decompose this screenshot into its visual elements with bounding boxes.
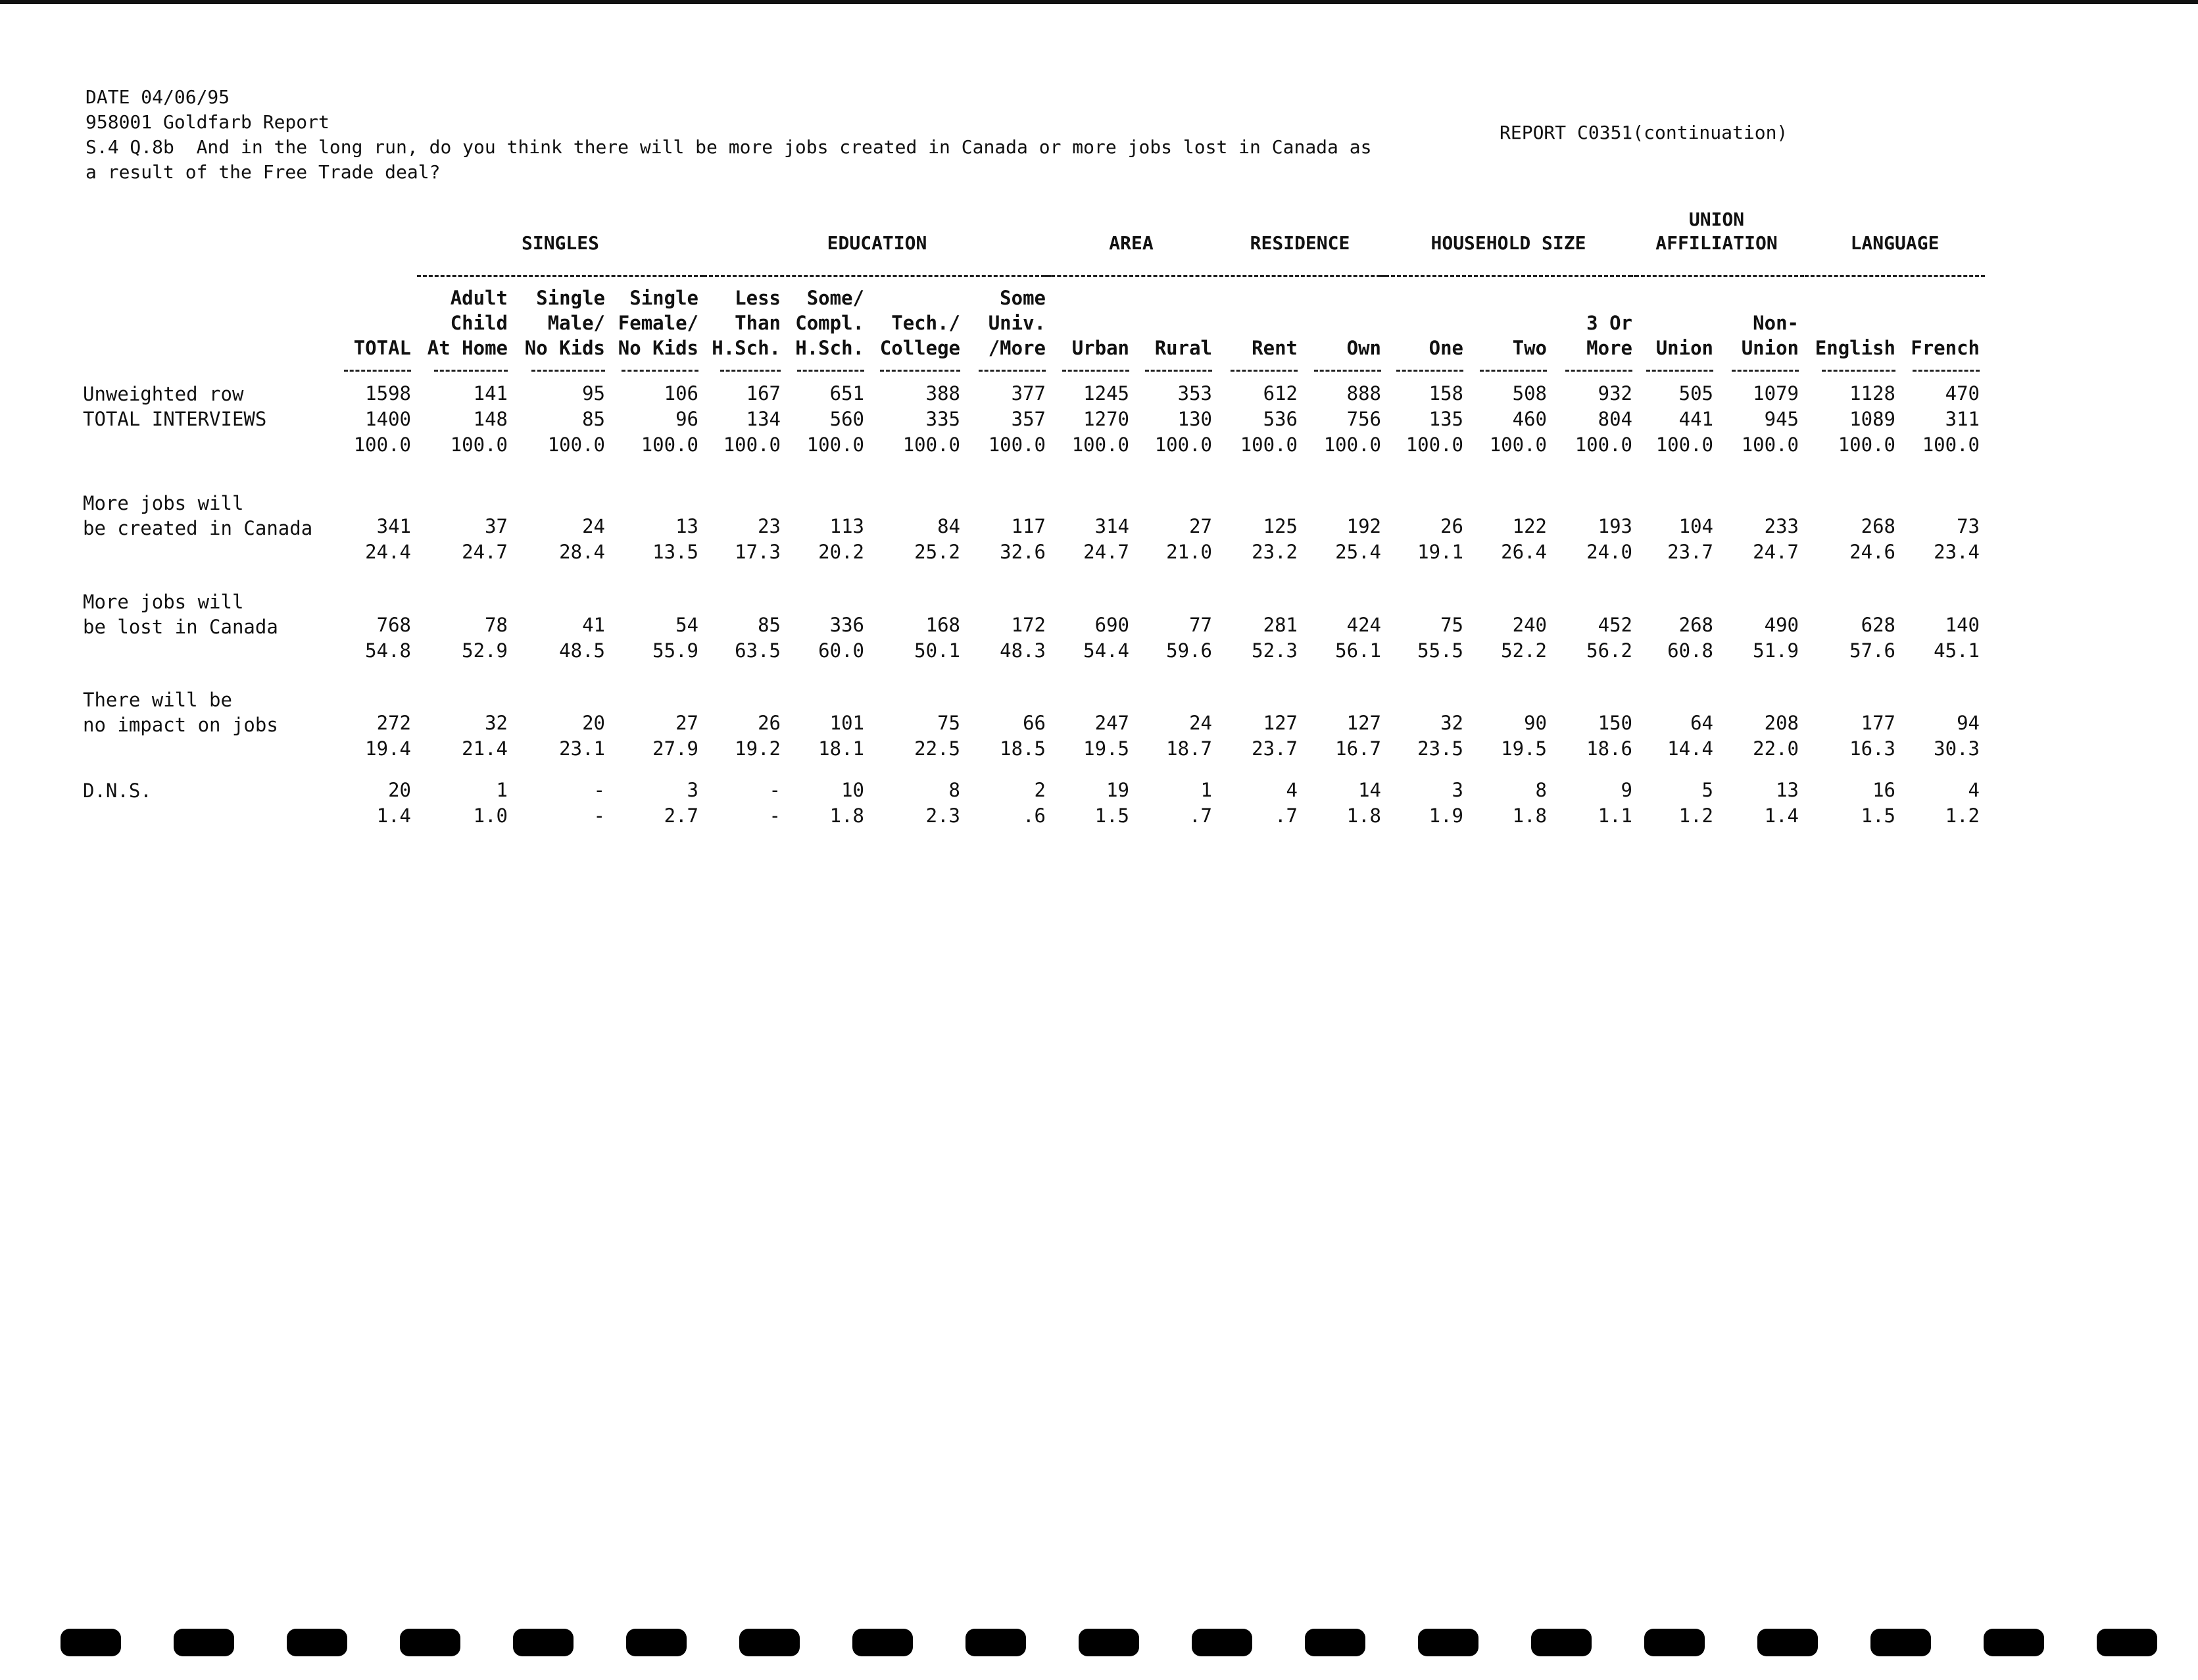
table-cell: 690	[1094, 614, 1129, 636]
column-header: Single Female/ No Kids	[618, 287, 698, 359]
table-cell: 59.6	[1166, 639, 1212, 662]
perforation-mark	[287, 1629, 347, 1656]
table-cell: 100.0	[1071, 433, 1129, 456]
perforation-mark	[1305, 1629, 1365, 1656]
table-cell: 25.2	[914, 541, 960, 563]
table-cell: 96	[675, 408, 698, 430]
group-underline	[417, 275, 704, 277]
perforation-mark	[513, 1629, 574, 1656]
table-cell: 75	[937, 712, 960, 734]
row-label: More jobs will be lost in Canada	[83, 591, 278, 638]
row-label: D.N.S.	[83, 779, 152, 802]
table-cell: 95	[582, 382, 605, 405]
table-cell: 100.0	[1838, 433, 1895, 456]
perforation-mark	[1984, 1629, 2044, 1656]
column-underline	[531, 370, 605, 372]
column-header: Union	[1655, 337, 1713, 359]
column-underline	[1396, 370, 1463, 372]
table-cell: 1.4	[1764, 804, 1799, 827]
column-underline	[880, 370, 960, 372]
group-underline	[703, 275, 1051, 277]
table-cell: 21.4	[462, 737, 508, 760]
perforation-mark	[1079, 1629, 1139, 1656]
table-cell: 24.7	[462, 541, 508, 563]
table-cell: 1.0	[473, 804, 508, 827]
table-cell: 85	[758, 614, 781, 636]
group-header: SINGLES	[521, 232, 599, 254]
table-cell: 1	[1200, 779, 1212, 801]
table-cell: 24	[582, 515, 605, 537]
table-cell: 100.0	[353, 433, 411, 456]
column-header: TOTAL	[353, 337, 411, 359]
perforation-mark	[1644, 1629, 1705, 1656]
report-id: REPORT C0351(continuation)	[1500, 122, 1788, 143]
column-underline	[797, 370, 864, 372]
table-cell: 24.0	[1586, 541, 1632, 563]
table-cell: 100.0	[1154, 433, 1212, 456]
column-header: Less Than H.Sch.	[712, 287, 781, 359]
table-cell: 388	[925, 382, 960, 405]
table-cell: 23.7	[1667, 541, 1713, 563]
table-cell: 23.7	[1252, 737, 1298, 760]
table-cell: 314	[1094, 515, 1129, 537]
table-cell: 55.9	[652, 639, 698, 662]
table-cell: 19.5	[1501, 737, 1547, 760]
table-cell: 932	[1598, 382, 1632, 405]
column-header: Urban	[1071, 337, 1129, 359]
table-cell: 208	[1764, 712, 1799, 734]
table-cell: 37	[485, 515, 508, 537]
column-header: Single Male/ No Kids	[524, 287, 605, 359]
table-cell: 353	[1177, 382, 1212, 405]
table-cell: 9	[1621, 779, 1632, 801]
column-underline	[622, 370, 698, 372]
column-underline	[1062, 370, 1129, 372]
table-cell: .6	[1023, 804, 1046, 827]
table-cell: 536	[1263, 408, 1298, 430]
table-cell: 377	[1011, 382, 1046, 405]
table-cell: 26	[1440, 515, 1463, 537]
table-cell: 10	[841, 779, 864, 801]
table-cell: 5	[1701, 779, 1713, 801]
table-cell: 48.5	[559, 639, 605, 662]
report-date: DATE 04/06/95	[85, 86, 230, 108]
table-cell: 100.0	[1741, 433, 1799, 456]
perforation-mark	[1870, 1629, 1931, 1656]
table-cell: 85	[582, 408, 605, 430]
table-cell: 60.8	[1667, 639, 1713, 662]
table-cell: 1270	[1083, 408, 1129, 430]
table-cell: 100.0	[723, 433, 781, 456]
table-cell: 54.4	[1083, 639, 1129, 662]
table-cell: 192	[1346, 515, 1381, 537]
group-header: HOUSEHOLD SIZE	[1430, 232, 1586, 254]
table-cell: 16.7	[1335, 737, 1381, 760]
table-cell: 52.2	[1501, 639, 1547, 662]
table-cell: 125	[1263, 515, 1298, 537]
table-cell: 100.0	[547, 433, 605, 456]
column-header: Adult Child At Home	[427, 287, 508, 359]
perforation-mark	[174, 1629, 234, 1656]
table-cell: 130	[1177, 408, 1212, 430]
column-header: English	[1815, 337, 1895, 359]
table-cell: 8	[1535, 779, 1547, 801]
column-underline	[1565, 370, 1632, 372]
table-cell: 100.0	[1922, 433, 1980, 456]
group-underline	[1805, 275, 1985, 277]
table-cell: 73	[1957, 515, 1980, 537]
table-cell: 24.7	[1753, 541, 1799, 563]
table-cell: 19.1	[1417, 541, 1463, 563]
question-line-2: a result of the Free Trade deal?	[85, 161, 441, 183]
column-header: Some/ Compl. H.Sch.	[795, 287, 864, 359]
column-underline	[1732, 370, 1799, 372]
table-cell: 19.5	[1083, 737, 1129, 760]
table-cell: 1.2	[1945, 804, 1980, 827]
table-cell: 100.0	[1405, 433, 1463, 456]
column-underline	[1822, 370, 1895, 372]
table-cell: 19	[1106, 779, 1129, 801]
table-cell: 18.7	[1166, 737, 1212, 760]
table-cell: 150	[1598, 712, 1632, 734]
table-cell: 505	[1678, 382, 1713, 405]
column-header: One	[1429, 337, 1463, 359]
table-cell: 281	[1263, 614, 1298, 636]
table-cell: 1.5	[1094, 804, 1129, 827]
column-underline	[344, 370, 411, 372]
table-cell: 168	[925, 614, 960, 636]
table-cell: 16.3	[1849, 737, 1895, 760]
table-cell: 14.4	[1667, 737, 1713, 760]
table-cell: 100.0	[450, 433, 508, 456]
table-cell: 141	[473, 382, 508, 405]
table-cell: 1.8	[829, 804, 864, 827]
table-cell: 1598	[365, 382, 411, 405]
table-cell: 612	[1263, 382, 1298, 405]
table-cell: 167	[746, 382, 781, 405]
group-header: AREA	[1109, 232, 1154, 254]
table-cell: 24.4	[365, 541, 411, 563]
table-cell: 8	[948, 779, 960, 801]
table-cell: 4	[1968, 779, 1980, 801]
table-cell: 490	[1764, 614, 1799, 636]
table-cell: 13	[675, 515, 698, 537]
table-cell: 101	[829, 712, 864, 734]
perforation-mark	[739, 1629, 800, 1656]
table-cell: 1.8	[1512, 804, 1547, 827]
top-edge-line	[0, 0, 2198, 4]
column-underline	[1646, 370, 1713, 372]
table-cell: 100.0	[1240, 433, 1298, 456]
table-cell: 3	[687, 779, 698, 801]
table-cell: 2.3	[925, 804, 960, 827]
group-underline	[1379, 275, 1638, 277]
table-cell: 341	[376, 515, 411, 537]
table-cell: 45.1	[1934, 639, 1980, 662]
group-underline	[1629, 275, 1804, 277]
table-cell: 48.3	[1000, 639, 1046, 662]
table-cell: 32	[1440, 712, 1463, 734]
table-cell: 24.6	[1849, 541, 1895, 563]
table-cell: 158	[1429, 382, 1463, 405]
table-cell: 100.0	[1323, 433, 1381, 456]
table-cell: 13.5	[652, 541, 698, 563]
table-cell: 268	[1861, 515, 1895, 537]
table-cell: 24.7	[1083, 541, 1129, 563]
table-cell: 628	[1861, 614, 1895, 636]
table-cell: 193	[1598, 515, 1632, 537]
table-cell: 60.0	[818, 639, 864, 662]
table-cell: -	[769, 804, 781, 827]
table-cell: 100.0	[1655, 433, 1713, 456]
table-cell: 1245	[1083, 382, 1129, 405]
table-cell: 357	[1011, 408, 1046, 430]
group-underline	[1213, 275, 1386, 277]
table-cell: 424	[1346, 614, 1381, 636]
column-header: 3 Or More	[1586, 312, 1632, 359]
column-underline	[1314, 370, 1381, 372]
table-cell: 1.8	[1346, 804, 1381, 827]
table-cell: 52.9	[462, 639, 508, 662]
table-cell: 272	[376, 712, 411, 734]
table-cell: 240	[1512, 614, 1547, 636]
table-cell: 2	[1034, 779, 1046, 801]
table-cell: -	[593, 779, 605, 801]
column-header: Rural	[1154, 337, 1212, 359]
table-cell: 247	[1094, 712, 1129, 734]
table-cell: 18.1	[818, 737, 864, 760]
table-cell: 945	[1764, 408, 1799, 430]
perforation-mark	[1418, 1629, 1478, 1656]
table-cell: 27.9	[652, 737, 698, 760]
table-cell: 41	[582, 614, 605, 636]
table-cell: 14	[1358, 779, 1381, 801]
table-cell: 441	[1678, 408, 1713, 430]
table-cell: 1.4	[376, 804, 411, 827]
table-cell: 64	[1690, 712, 1713, 734]
table-cell: 768	[376, 614, 411, 636]
table-cell: 1089	[1849, 408, 1895, 430]
column-underline	[720, 370, 781, 372]
table-cell: 28.4	[559, 541, 605, 563]
table-cell: 90	[1524, 712, 1547, 734]
column-underline	[1145, 370, 1212, 372]
table-cell: 4	[1286, 779, 1298, 801]
table-cell: 23	[758, 515, 781, 537]
table-cell: 54	[675, 614, 698, 636]
table-cell: 20	[388, 779, 411, 801]
table-cell: 66	[1023, 712, 1046, 734]
table-cell: 18.6	[1586, 737, 1632, 760]
table-cell: 32	[485, 712, 508, 734]
table-cell: 460	[1512, 408, 1547, 430]
table-cell: 19.4	[365, 737, 411, 760]
table-cell: -	[769, 779, 781, 801]
table-cell: 134	[746, 408, 781, 430]
column-header: Own	[1346, 337, 1381, 359]
table-cell: 32.6	[1000, 541, 1046, 563]
table-cell: 1.9	[1429, 804, 1463, 827]
table-cell: 51.9	[1753, 639, 1799, 662]
table-cell: 23.2	[1252, 541, 1298, 563]
table-cell: 21.0	[1166, 541, 1212, 563]
table-cell: 26.4	[1501, 541, 1547, 563]
table-cell: 268	[1678, 614, 1713, 636]
group-header: UNION AFFILIATION	[1655, 209, 1778, 254]
table-cell: 23.5	[1417, 737, 1463, 760]
table-cell: 311	[1945, 408, 1980, 430]
table-cell: 23.1	[559, 737, 605, 760]
table-cell: .7	[1275, 804, 1298, 827]
row-label: More jobs will be created in Canada	[83, 492, 313, 539]
table-cell: 1128	[1849, 382, 1895, 405]
table-cell: 560	[829, 408, 864, 430]
table-cell: 104	[1678, 515, 1713, 537]
table-cell: 57.6	[1849, 639, 1895, 662]
table-cell: 3	[1452, 779, 1463, 801]
table-cell: 335	[925, 408, 960, 430]
group-header: EDUCATION	[827, 232, 927, 254]
table-cell: 54.8	[365, 639, 411, 662]
column-underline	[434, 370, 508, 372]
table-cell: 52.3	[1252, 639, 1298, 662]
table-cell: 20	[582, 712, 605, 734]
table-cell: 75	[1440, 614, 1463, 636]
table-cell: 148	[473, 408, 508, 430]
table-cell: 13	[1776, 779, 1799, 801]
perforation-mark	[1531, 1629, 1592, 1656]
table-cell: 78	[485, 614, 508, 636]
column-header: Some Univ. /More	[988, 287, 1046, 359]
table-cell: 30.3	[1934, 737, 1980, 760]
table-cell: 18.5	[1000, 737, 1046, 760]
table-cell: 117	[1011, 515, 1046, 537]
table-cell: 26	[758, 712, 781, 734]
table-cell: 55.5	[1417, 639, 1463, 662]
table-cell: .7	[1189, 804, 1212, 827]
table-cell: 172	[1011, 614, 1046, 636]
table-cell: 106	[664, 382, 698, 405]
perforation-mark	[2097, 1629, 2157, 1656]
perforation-mark	[1757, 1629, 1818, 1656]
table-cell: 100.0	[806, 433, 864, 456]
table-cell: 113	[829, 515, 864, 537]
table-cell: 756	[1346, 408, 1381, 430]
column-underline	[1480, 370, 1547, 372]
table-cell: 1.2	[1678, 804, 1713, 827]
report-name: 958001 Goldfarb Report	[85, 111, 330, 133]
table-cell: 50.1	[914, 639, 960, 662]
question-line-1: S.4 Q.8b And in the long run, do you think there will be more jobs created in Canada or more jobs lost in Canada as	[85, 136, 1372, 158]
column-header: Rent	[1252, 337, 1298, 359]
column-header: Tech./ College	[879, 312, 960, 359]
table-cell: 63.5	[735, 639, 781, 662]
table-cell: 1.5	[1861, 804, 1895, 827]
table-cell: 22.0	[1753, 737, 1799, 760]
table-cell: 100.0	[1575, 433, 1632, 456]
row-label: Unweighted row TOTAL INTERVIEWS	[83, 383, 267, 430]
table-cell: 94	[1957, 712, 1980, 734]
table-cell: 233	[1764, 515, 1799, 537]
table-cell: -	[593, 804, 605, 827]
group-header: RESIDENCE	[1250, 232, 1350, 254]
group-underline	[1045, 275, 1217, 277]
column-header: Two	[1512, 337, 1547, 359]
table-cell: 100.0	[641, 433, 698, 456]
column-header: French	[1911, 337, 1980, 359]
table-cell: 100.0	[988, 433, 1046, 456]
column-underline	[1913, 370, 1980, 372]
perforation-mark	[61, 1629, 121, 1656]
table-cell: 177	[1861, 712, 1895, 734]
table-cell: 56.2	[1586, 639, 1632, 662]
table-cell: 127	[1346, 712, 1381, 734]
table-cell: 77	[1189, 614, 1212, 636]
table-cell: 2.7	[664, 804, 698, 827]
table-cell: 452	[1598, 614, 1632, 636]
table-cell: 20.2	[818, 541, 864, 563]
table-cell: 84	[937, 515, 960, 537]
table-cell: 25.4	[1335, 541, 1381, 563]
table-cell: 804	[1598, 408, 1632, 430]
perforation-mark	[852, 1629, 913, 1656]
perforation-mark	[400, 1629, 460, 1656]
table-cell: 17.3	[735, 541, 781, 563]
group-header: LANGUAGE	[1850, 232, 1940, 254]
perforation-mark	[1192, 1629, 1252, 1656]
table-cell: 27	[1189, 515, 1212, 537]
table-cell: 100.0	[902, 433, 960, 456]
table-cell: 122	[1512, 515, 1547, 537]
table-cell: 1079	[1753, 382, 1799, 405]
table-cell: 16	[1872, 779, 1895, 801]
table-cell: 23.4	[1934, 541, 1980, 563]
table-cell: 1.1	[1598, 804, 1632, 827]
column-header: Non- Union	[1741, 312, 1799, 359]
table-cell: 336	[829, 614, 864, 636]
table-cell: 135	[1429, 408, 1463, 430]
table-cell: 56.1	[1335, 639, 1381, 662]
table-cell: 470	[1945, 382, 1980, 405]
table-cell: 100.0	[1489, 433, 1547, 456]
table-cell: 888	[1346, 382, 1381, 405]
perforation-mark	[965, 1629, 1026, 1656]
table-cell: 127	[1263, 712, 1298, 734]
row-label: There will be no impact on jobs	[83, 689, 278, 736]
table-cell: 27	[675, 712, 698, 734]
column-underline	[979, 370, 1046, 372]
table-cell: 1400	[365, 408, 411, 430]
perforation-mark	[626, 1629, 687, 1656]
table-cell: 140	[1945, 614, 1980, 636]
table-cell: 22.5	[914, 737, 960, 760]
table-cell: 508	[1512, 382, 1547, 405]
table-cell: 24	[1189, 712, 1212, 734]
table-cell: 1	[496, 779, 508, 801]
column-underline	[1231, 370, 1298, 372]
table-cell: 651	[829, 382, 864, 405]
table-cell: 19.2	[735, 737, 781, 760]
